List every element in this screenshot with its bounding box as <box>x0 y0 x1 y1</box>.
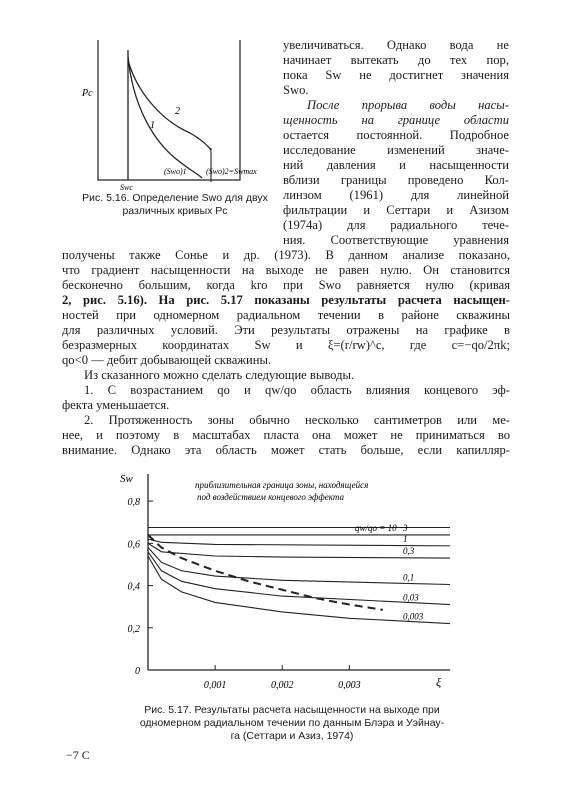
chart-x-tick-label: 0,002 <box>270 680 294 691</box>
right-line: линзом (1961) для линейной <box>283 188 509 202</box>
right-line: щенность на границе области <box>283 113 509 127</box>
chart-x-tick-label: 0,001 <box>203 680 227 691</box>
right-line: увеличиваться. Однако вода не <box>283 38 509 52</box>
figure-5-17-chart <box>100 460 480 700</box>
fig516-y-label: Pc <box>82 88 93 99</box>
fig516-curve-label-2: 2 <box>175 106 180 117</box>
chart-series-label: 1 <box>403 533 408 544</box>
body-line: для различных условий. Эти результаты отражены на графике в <box>62 323 510 337</box>
fig516-caption-line-1: Рис. 5.16. Определение Swo для двух <box>82 192 268 204</box>
chart-xlabel: ξ <box>436 675 442 689</box>
right-column-text <box>283 38 509 248</box>
chart-boundary-dashed-line <box>148 535 383 610</box>
body-line: внимание. Однако эта область может стать больше, если капилляр- <box>62 443 510 457</box>
body-line: бесконечно большим, когда kro при Swo равняется нулю (кривая <box>62 278 510 292</box>
body-line: фекта уменьшается. <box>62 398 170 412</box>
chart-ylabel: Sw <box>120 473 133 485</box>
figure-5-16 <box>80 30 270 190</box>
right-line: начинает вытекать до тех пор, <box>283 53 509 67</box>
chart-series-label: 0,1 <box>403 572 415 583</box>
body-line: 2. Протяженность зоны обычно несколько сантиметров или ме- <box>84 413 510 427</box>
right-line: (1974а) для радиального тече- <box>283 218 509 232</box>
chart-y-tick-label: 0,4 <box>127 581 140 593</box>
chart-series-label: 3 <box>403 522 408 533</box>
right-line: вблизи границы проведено Кол- <box>283 173 509 187</box>
fig516-curve-2 <box>128 60 211 150</box>
body-line: что градиент насыщенности на выходе не равен нулю. Он становится <box>62 263 510 277</box>
chart-x-tick-label: 0,003 <box>338 680 361 691</box>
fig516-curve-label-1: 1 <box>150 120 155 131</box>
page-number: −7 С <box>66 748 90 762</box>
body-line: ностей при одномерном радиальном течении в районе скважины <box>62 308 510 322</box>
right-line: остается постоянной. Подробное <box>283 128 509 142</box>
fig516-x-label-swc: Swc <box>120 183 133 190</box>
body-line: Из сказанного можно сделать следующие выводы. <box>84 368 355 382</box>
chart-y-tick-label: 0 <box>135 666 140 677</box>
chart-series-param-label: qw/qo = 10 <box>355 523 397 533</box>
body-line: qo<0 — дебит добывающей скважины. <box>62 353 272 367</box>
fig516-x-label-swo1: (Swo)1 <box>164 167 187 176</box>
chart-series-label: 0,03 <box>403 592 419 603</box>
body-line: безразмерных координатах Sw и ξ=(r/rw)^c, где c=−qo/2πk; <box>62 338 510 352</box>
chart-annotation-line-2: под воздействием концевого эффекта <box>197 492 344 502</box>
right-line: ния. Соответствующие уравнения <box>283 233 509 247</box>
body-line: 2, рис. 5.16). На рис. 5.17 показаны результаты расчета насыщен- <box>62 293 510 307</box>
right-line: ний давления и насыщенности <box>283 158 509 172</box>
right-line: исследование изменений значе- <box>283 143 509 157</box>
right-line: После прорыва воды насы- <box>307 98 509 112</box>
body-line: получены также Сонье и др. (1973). В данном анализе показано, <box>62 248 510 262</box>
chart-series-label: 0,3 <box>403 546 415 557</box>
fig516-caption <box>80 192 270 218</box>
fig516-caption-line-2: различных кривых Pc <box>122 205 228 217</box>
chart-y-tick-label: 0,8 <box>127 497 140 509</box>
fig516-x-label-swo2: (Swo)2=Swmax <box>206 167 257 176</box>
full-width-text <box>62 248 510 458</box>
chart-y-tick-label: 0,2 <box>127 623 140 635</box>
body-line: нее, и поэтому в масштабах пласта она может не приниматься во <box>62 428 510 442</box>
right-line: пока Sw не достигнет значения <box>283 68 509 82</box>
right-line: Swo. <box>283 83 309 97</box>
fig517-caption <box>96 704 488 743</box>
chart-series-label: 0,003 <box>403 611 424 622</box>
fig517-caption-line-1: Рис. 5.17. Результаты расчета насыщенности на выходе при <box>144 704 440 716</box>
right-line: фильтрации и Сеттари и Азизом <box>283 203 509 217</box>
chart-y-tick-label: 0,6 <box>127 539 140 551</box>
fig517-caption-line-3: га (Сеттари и Азиз, 1974) <box>230 730 354 742</box>
chart-annotation-line-1: приблизительная граница зоны, находящейся <box>195 480 369 490</box>
fig516-frame <box>98 40 240 180</box>
fig517-caption-line-2: одномерном радиальном течении по данным Блэра и Уэйнау- <box>139 717 445 729</box>
body-line: 1. С возрастанием qo и qw/qo область влияния концевого эф- <box>84 383 510 397</box>
